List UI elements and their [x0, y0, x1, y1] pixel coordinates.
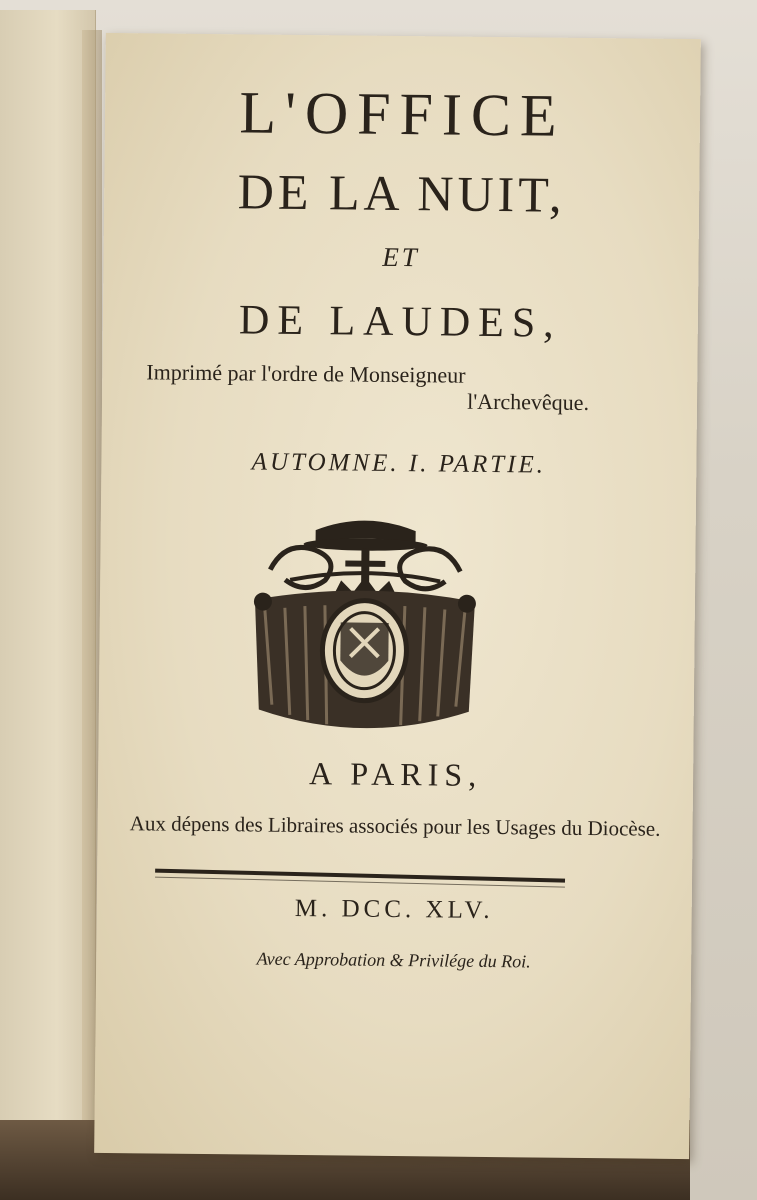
season-part: AUTOMNE. I. PARTIE. — [251, 448, 547, 479]
horizontal-rule — [155, 869, 565, 883]
royal-privilege: Avec Approbation & Privilége du Roi. — [256, 948, 531, 972]
title-line-nuit: DE LA NUIT, — [237, 163, 566, 223]
title-page — [94, 33, 701, 1159]
publisher-line: Aux dépens des Libraires associés pour les Usages du Diocèse. — [129, 811, 661, 841]
publication-year: M. DCC. XLV. — [294, 894, 494, 925]
imprint-line-1: Imprimé par l'ordre de Monseigneur — [146, 359, 466, 388]
publication-place: A PARIS, — [308, 755, 483, 793]
title-line-et: ET — [382, 241, 420, 273]
title-line-laudes: DE LAUDES, — [238, 297, 562, 347]
title-line-office: L'OFFICE — [239, 79, 566, 149]
coat-of-arms-emblem — [243, 509, 485, 742]
imprint-note — [142, 359, 658, 416]
imprint-line-2: l'Archevêque. — [467, 388, 590, 415]
